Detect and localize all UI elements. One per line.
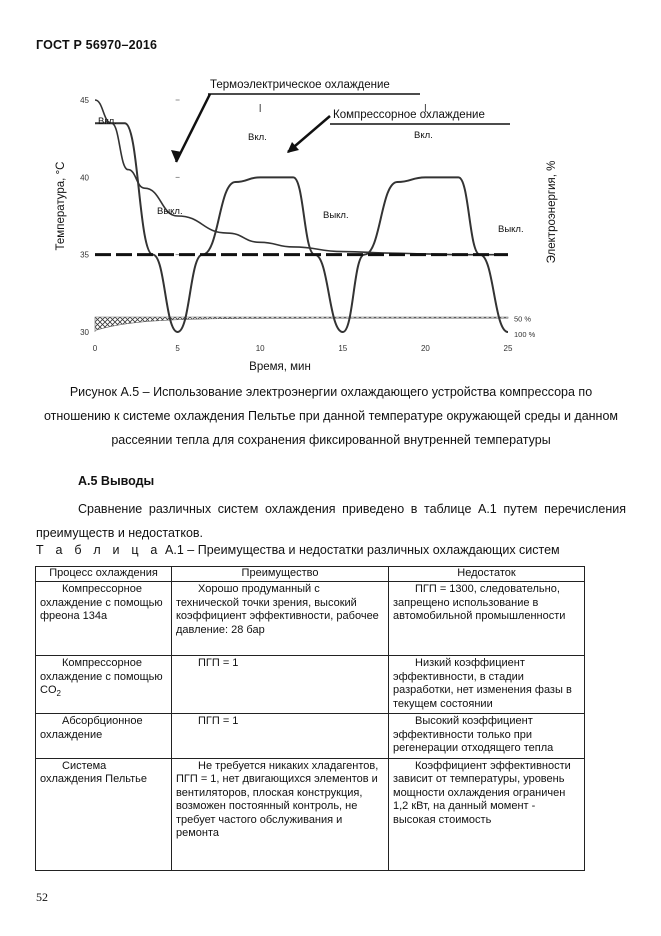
y2-tick-label: 100 % [514, 330, 536, 339]
cooling-chart [40, 72, 558, 373]
callout-thermo [176, 94, 210, 162]
table-title-rest: А.1 – Преимущества и недостатки различных охлаждающих систем [161, 543, 560, 557]
document-header: ГОСТ Р 56970–2016 [36, 38, 158, 52]
chart-labels [98, 79, 524, 235]
cell-advantage [172, 714, 389, 759]
cell-process-text: Абсорбционное охлаждение [40, 715, 143, 741]
cell-advantage [172, 656, 389, 714]
cell-process-text: Система охлаждения Пельтье [40, 759, 147, 785]
y-tick-label: 40 [80, 173, 89, 183]
cell-process [36, 656, 172, 714]
page-number: 52 [36, 890, 48, 904]
section-paragraph: Сравнение различных систем охлаждения приведено в таблице А.1 путем перечисления преимуществ и недостатков. [36, 502, 626, 540]
cell-process-subscript: 2 [56, 689, 61, 699]
thermo-energy-area [95, 317, 508, 332]
header-disadvantage: Недостаток [389, 567, 585, 582]
cell-advantage-text: ПГП = 1 [198, 715, 239, 727]
cell-disadvantage-text: Высокий коэффициент эффективности только при регенерации отходящего тепла [393, 715, 554, 754]
table-row [36, 758, 585, 870]
cell-advantage-text: Не требуется никаких хладагентов, ПГП = 1, нет двигающихся элементов и вентиляторов, плоская конструкция, возможен постоянный контроль, не требует частого обслуживания и ремонта [176, 759, 379, 839]
chart-annotation: Вкл. [98, 116, 117, 127]
cell-disadvantage-text: Низкий коэффициент эффективности, в стадии разработки, нет изменения фазы в текущем состоянии [393, 657, 572, 710]
cell-advantage [172, 758, 389, 870]
y-tick-label: 45 [80, 96, 89, 105]
table-title-prefix: Т а б л и ц а [36, 543, 162, 557]
cell-process-text: Компрессорное охлаждение с помощью CO [40, 657, 163, 696]
chart-annotation: Вкл. [248, 132, 267, 143]
cell-disadvantage-text: Коэффициент эффективности зависит от температуры, уровень мощности охлаждения ограничен 1,2 кВт, на данный момент - высокая стоимость [393, 759, 571, 826]
table-title [36, 543, 636, 557]
header-advantage: Преимущество [172, 567, 389, 582]
x-axis-label: Время, мин [249, 361, 311, 373]
x-tick-label: 25 [503, 344, 513, 353]
cell-advantage-text: ПГП = 1 [198, 657, 239, 669]
chart-annotation: Компрессорное охлаждение [333, 109, 485, 121]
y2-axis-label: Электроэнергия, % [546, 160, 558, 264]
cell-process [36, 714, 172, 759]
comparison-table [35, 566, 585, 871]
cell-process-text: Компрессорное охлаждение с помощью фреона 134а [40, 583, 163, 622]
compressor-line [95, 123, 508, 332]
x-tick-label: 0 [92, 344, 98, 353]
section-title: А.5 Выводы [78, 474, 155, 488]
y-tick-label: 35 [80, 250, 89, 260]
table-row [36, 714, 585, 759]
cell-disadvantage [389, 758, 585, 870]
x-tick-label: 5 [175, 344, 180, 353]
chart-annotation: Выкл. [157, 206, 183, 217]
y2-tick-label: 50 % [514, 314, 532, 324]
cell-disadvantage [389, 582, 585, 656]
y-axis-label: Температура, °С [55, 161, 67, 251]
cell-disadvantage [389, 714, 585, 759]
cell-disadvantage [389, 656, 585, 714]
table-header-row [36, 567, 585, 582]
table-row [36, 582, 585, 656]
cell-advantage [172, 582, 389, 656]
cell-advantage-text: Хорошо продуманный с технической точки зрения, высокий коэффициент эффективности, рабочее давление: 28 бар [176, 583, 379, 636]
chart-annotation: Вкл. [414, 130, 433, 141]
chart-annotation: Выкл. [323, 210, 349, 221]
x-tick-label: 20 [420, 344, 430, 353]
chart-annotation: Термоэлектрическое охлаждение [210, 79, 390, 91]
cell-process [36, 582, 172, 656]
x-tick-label: 15 [338, 344, 348, 353]
cell-disadvantage-text: ПГП = 1300, следовательно, запрещено использование в автомобильной промышленности [393, 583, 566, 622]
header-process: Процесс охлаждения [36, 567, 172, 582]
x-tick-label: 10 [255, 344, 265, 353]
figure-caption: Рисунок А.5 – Использование электроэнергии охлаждающего устройства компрессора по отношению к системе охлаждения Пельтье при данной температуре окружающей среды и данном рассеянии тепла для сохранения фиксированной внутренней температуры [43, 385, 619, 447]
table-row [36, 656, 585, 714]
chart-annotation: Выкл. [498, 224, 524, 235]
thermo-energy-area-path [95, 317, 508, 332]
y-tick-label: 30 [80, 328, 89, 337]
cell-process [36, 758, 172, 870]
